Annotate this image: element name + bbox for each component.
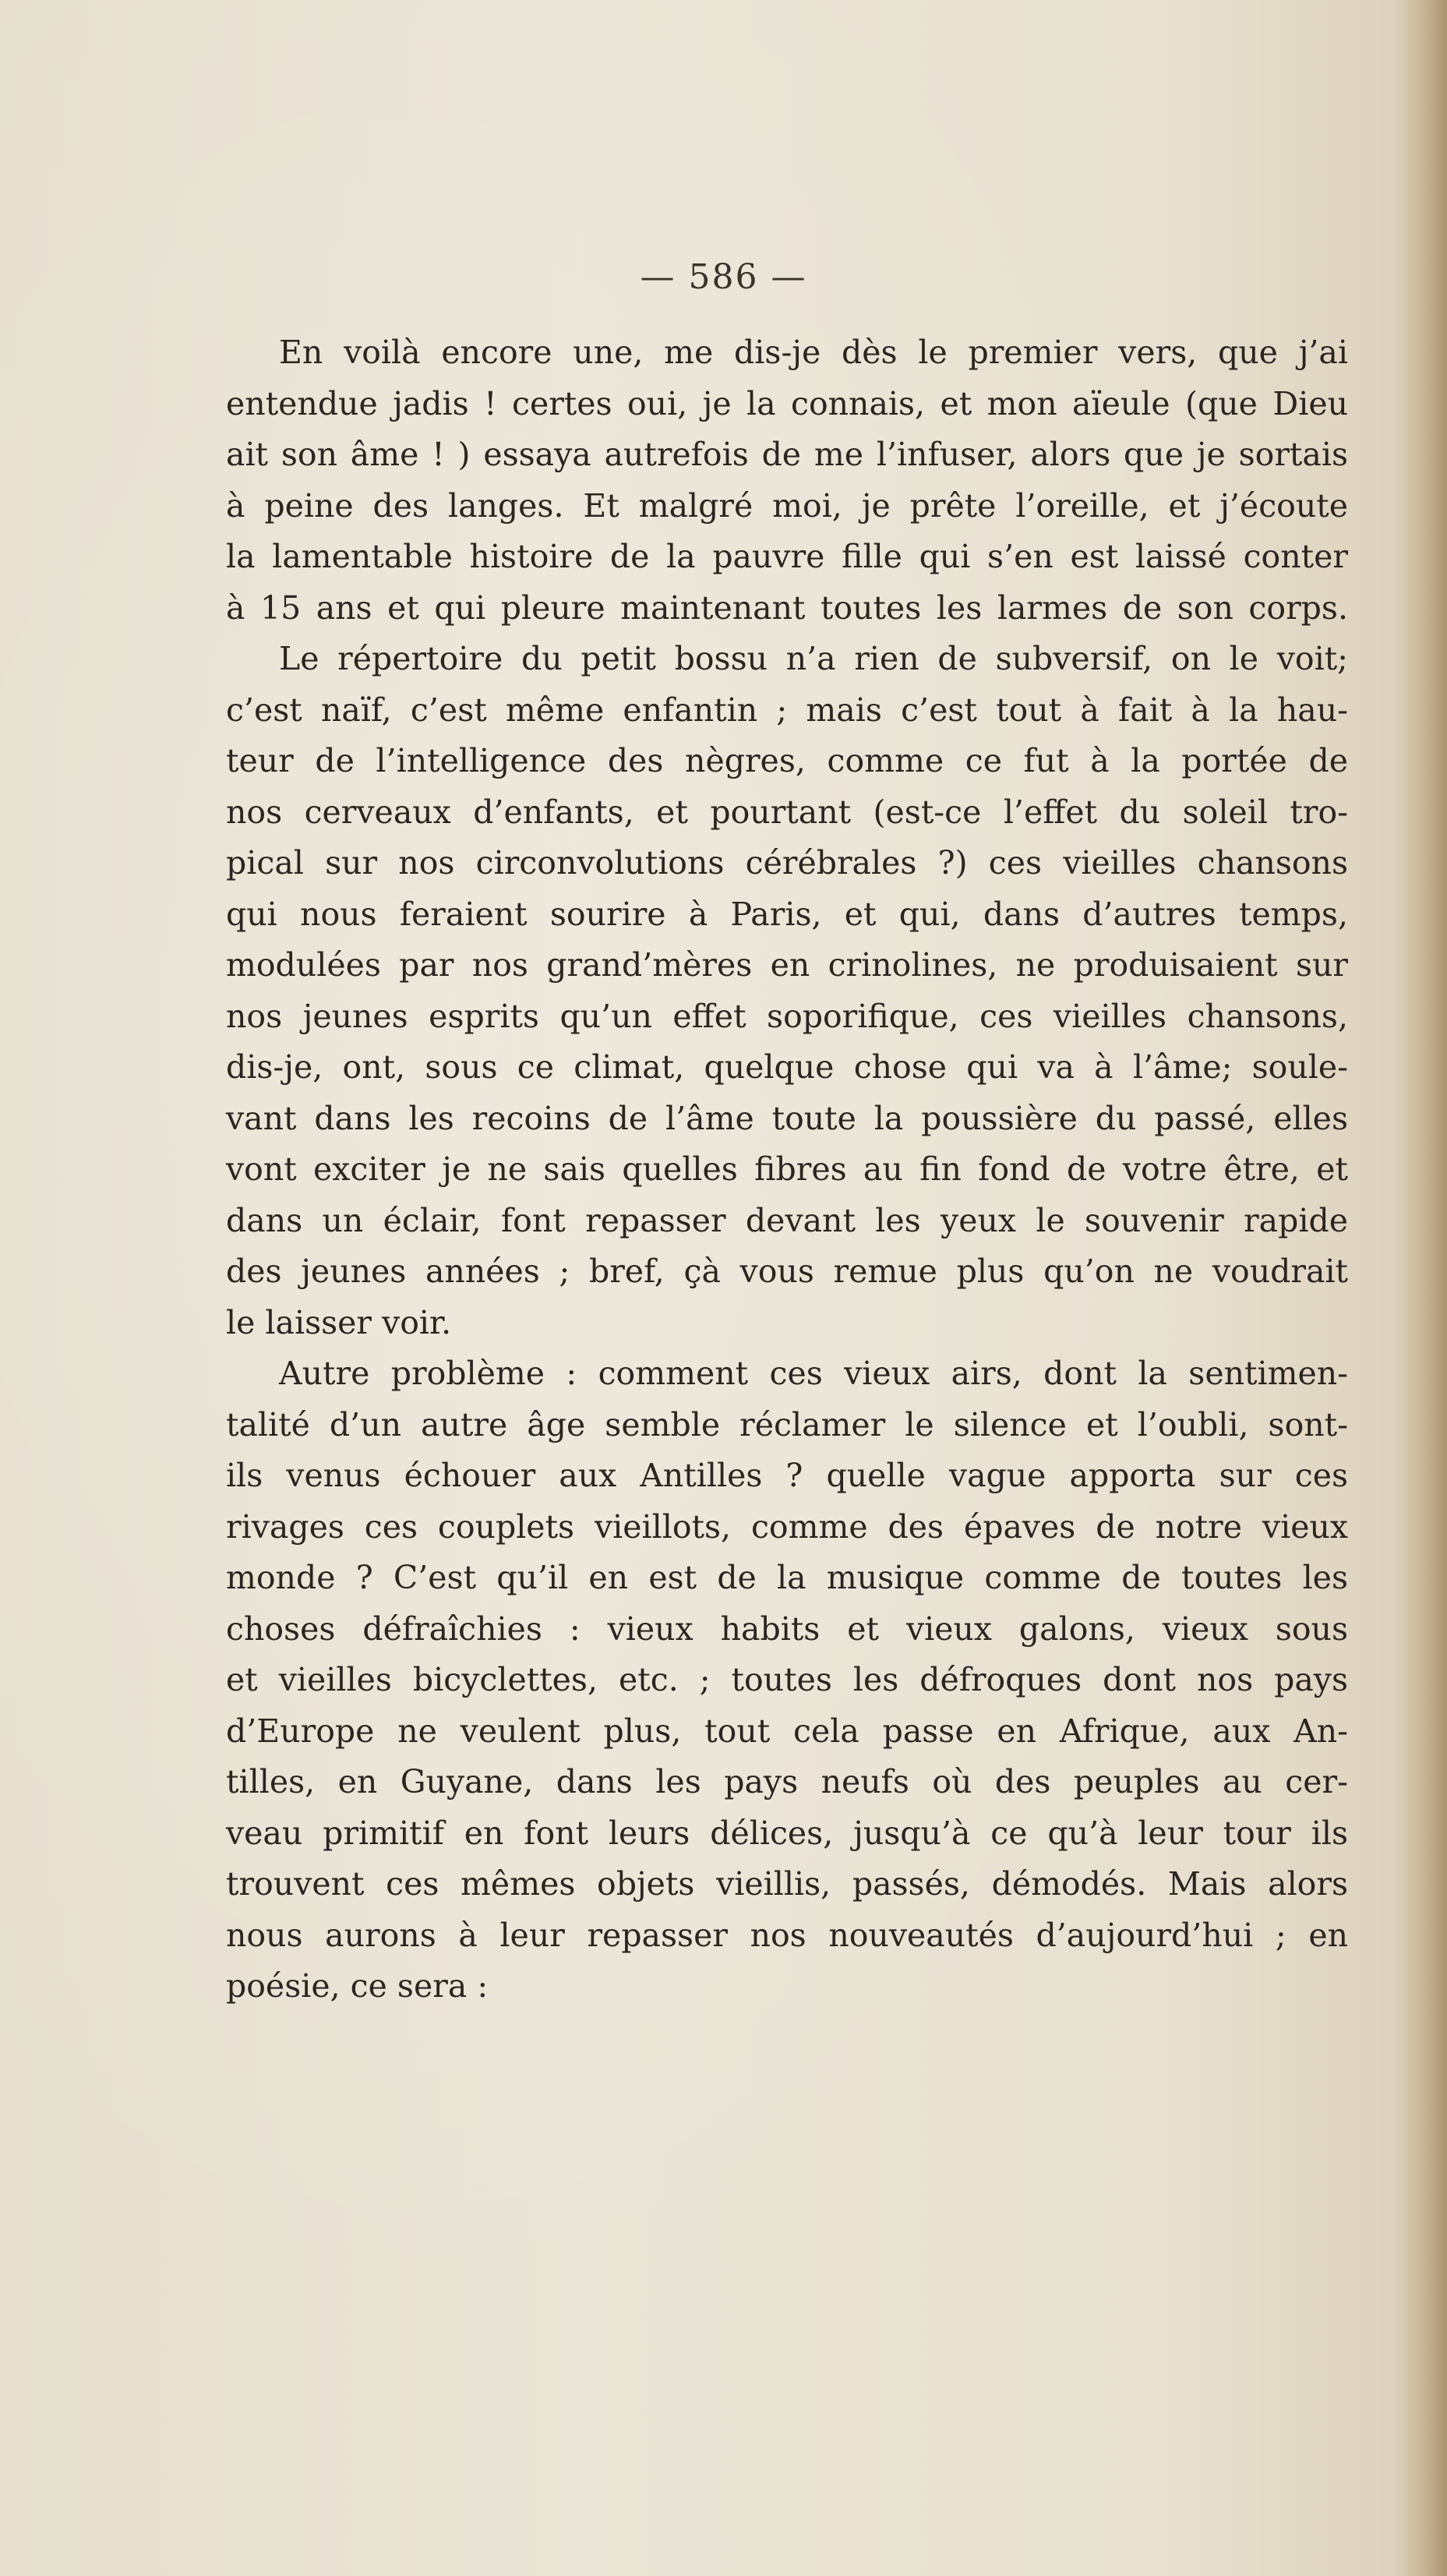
- text-line: vont exciter je ne sais quelles fibres au fin fond de votre être, et: [226, 1150, 1348, 1188]
- paragraph-2: [226, 634, 1348, 1348]
- text-line: choses défraîchies : vieux habits et vieux galons, vieux sous: [226, 1610, 1348, 1648]
- text-line: ait son âme ! ) essaya autrefois de me l’infuser, alors que je sortais: [226, 436, 1348, 473]
- text-line: vant dans les recoins de l’âme toute la poussière du passé, elles: [226, 1099, 1348, 1137]
- text-line: trouvent ces mêmes objets vieillis, passés, démodés. Mais alors: [226, 1865, 1348, 1903]
- text-line: veau primitif en font leurs délices, jusqu’à ce qu’à leur tour ils: [226, 1814, 1348, 1852]
- text-line: la lamentable histoire de la pauvre fille qui s’en est laissé conter: [226, 538, 1348, 575]
- text-line: c’est naïf, c’est même enfantin ; mais c’est tout à fait à la hau-: [226, 691, 1348, 729]
- text-line: nos cerveaux d’enfants, et pourtant (est-ce l’effet du soleil tro-: [226, 793, 1348, 831]
- text-line: talité d’un autre âge semble réclamer le silence et l’oubli, sont-: [226, 1405, 1348, 1443]
- page-edge-shadow: [1392, 0, 1447, 2576]
- text-line: dans un éclair, font repasser devant les yeux le souvenir rapide: [226, 1201, 1348, 1239]
- text-line: et vieilles bicyclettes, etc. ; toutes les défroques dont nos pays: [226, 1661, 1348, 1698]
- paragraph-3: [226, 1348, 1348, 2012]
- text-line: Autre problème : comment ces vieux airs, dont la sentimen-: [279, 1355, 1348, 1392]
- text-line: ils venus échouer aux Antilles ? quelle vague apporta sur ces: [226, 1457, 1348, 1494]
- text-line: pical sur nos circonvolutions cérébrales ?) ces vieilles chansons: [226, 844, 1348, 882]
- body-text: [226, 327, 1348, 2012]
- text-line: Le répertoire du petit bossu n’a rien de subversif, on le voit;: [279, 640, 1348, 677]
- text-line: qui nous feraient sourire à Paris, et qui, dans d’autres temps,: [226, 895, 1348, 933]
- text-line: poésie, ce sera :: [226, 1967, 489, 2005]
- text-line: le laisser voir.: [226, 1303, 452, 1341]
- text-line: rivages ces couplets vieillots, comme des épaves de notre vieux: [226, 1507, 1348, 1546]
- text-line: monde ? C’est qu’il en est de la musique comme de toutes les: [226, 1559, 1348, 1596]
- text-line: nos jeunes esprits qu’un effet soporifique, ces vieilles chansons,: [226, 997, 1348, 1035]
- text-line: dis-je, ont, sous ce climat, quelque chose qui va à l’âme; soule-: [226, 1048, 1348, 1086]
- paragraph-1: [226, 327, 1348, 634]
- text-line: des jeunes années ; bref, çà vous remue plus qu’on ne voudrait: [226, 1253, 1348, 1290]
- text-line: modulées par nos grand’mères en crinolines, ne produisaient sur: [226, 946, 1348, 984]
- text-line: à 15 ans et qui pleure maintenant toutes les larmes de son corps.: [226, 588, 1348, 627]
- page-number: — 586 —: [640, 257, 807, 297]
- text-line: teur de l’intelligence des nègres, comme ce fut à la portée de: [226, 742, 1348, 779]
- text-line: tilles, en Guyane, dans les pays neufs où des peuples au cer-: [226, 1763, 1348, 1800]
- text-line: En voilà encore une, me dis-je dès le premier vers, que j’ai: [279, 334, 1348, 371]
- text-line: à peine des langes. Et malgré moi, je prête l’oreille, et j’écoute: [226, 486, 1348, 525]
- text-line: nous aurons à leur repasser nos nouveautés d’aujourd’hui ; en: [226, 1916, 1348, 1954]
- text-line: d’Europe ne veulent plus, tout cela passe en Afrique, aux An-: [226, 1712, 1348, 1750]
- text-line: entendue jadis ! certes oui, je la connais, et mon aïeule (que Dieu: [226, 384, 1348, 422]
